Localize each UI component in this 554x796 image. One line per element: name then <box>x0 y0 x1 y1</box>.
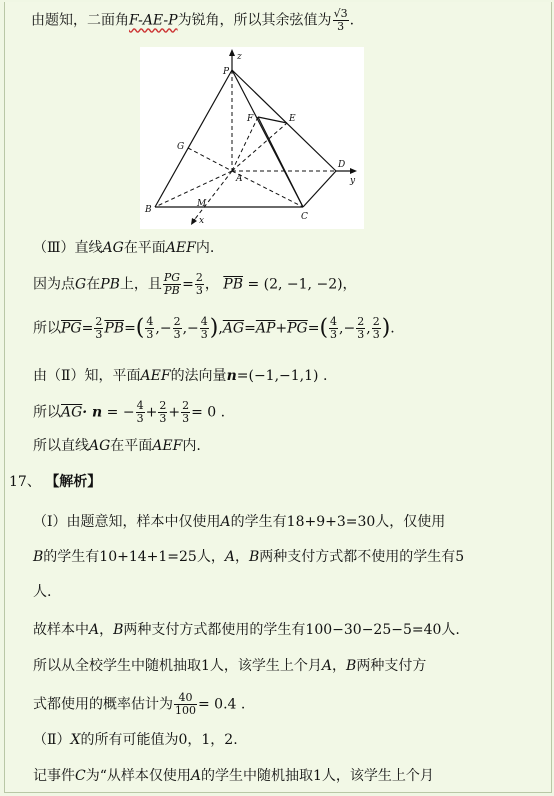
z-axis-arrow <box>229 49 235 56</box>
cosine-conclusion-line: 由题知，二面角F-AE-P为锐角，所以其余弦值为 $\frac{√3}{3}$ . <box>31 7 355 33</box>
part3-statement: （Ⅲ）直线AG在平面AEF内. <box>33 240 215 256</box>
conclusion-line: 所以直线AG在平面AEF内. <box>33 438 201 454</box>
pyramid-diagram <box>140 47 364 229</box>
q17-part2-line: （Ⅱ）X的所有可能值为0，1，2. <box>33 732 238 748</box>
x-axis-arrow <box>191 218 197 225</box>
label-C: C <box>301 212 308 222</box>
q17-line-3: 人. <box>33 584 52 600</box>
q17-line-2: B的学生有10+14+1=25人，A，B两种支付方式都不使用的学生有5 <box>33 549 465 565</box>
point-g-condition: 因为点G在PB上，且 $\frac{PG}{PB}$ = $\frac{2}{3}$ ， $\overline{PB} = (2$, −1, −2)， <box>33 271 357 297</box>
fraction: $\frac{2}{3}$ <box>195 271 203 297</box>
question-17-heading: 17、 【解析】 <box>9 474 102 490</box>
q17-line-6: 式都使用的概率估计为 $\frac{40}{100}$ = 0.4 . <box>33 691 246 717</box>
label-M: M <box>197 199 207 209</box>
vector-pg-ag-line: 所以$\overline{PG}=$ $\frac{2}{3}$ $\overline{PB}=$( $\frac{4}{3}$ ,− $\frac{2}{3}$ ,− $\frac{4}{3}$ )$,\overline{AG}=\overline{AP}+\overline{PG}=$( $\frac{4}{3}$ ,− $\frac{2}{3}$ , $\frac{2}{3}$ ). <box>33 315 395 341</box>
q17-event-line: 记事件C为“从样本仅使用A的学生中随机抽取1人，该学生上个月 <box>33 768 434 784</box>
label-y: y <box>350 176 356 186</box>
y-axis-arrow <box>350 168 357 174</box>
label-D: D <box>338 160 346 170</box>
q17-line-1: （Ⅰ）由题意知，样本中仅使用A的学生有18+9+3=30人，仅使用 <box>33 514 446 530</box>
document-page <box>4 2 552 793</box>
text: 为锐角，所以其余弦值为 <box>177 12 332 29</box>
dot-product-line: 所以$\overline{AG}\cdot n$ = − $\frac{4}{3}$ + $\frac{2}{3}$ + $\frac{2}{3}$ = 0 . <box>33 399 226 425</box>
label-E: E <box>289 114 296 124</box>
q17-line-4: 故样本中A，B两种支付方式都使用的学生有100−30−25−5=40人. <box>33 622 460 638</box>
label-A: A <box>236 174 243 184</box>
dihedral-angle-name: F-AE-P <box>129 12 178 29</box>
q17-line-5: 所以从全校学生中随机抽取1人，该学生上个月A，B两种支付方 <box>33 658 427 674</box>
text: 由题知，二面角 <box>31 12 129 29</box>
label-P: P <box>223 67 230 77</box>
fraction: $\frac{PG}{PB}$ <box>163 271 181 297</box>
label-B: B <box>145 205 152 215</box>
pyramid-figure <box>140 47 364 229</box>
fraction: $\frac{√3}{3}$ <box>333 7 348 33</box>
label-F: F <box>247 114 254 124</box>
normal-vector-line: 由（Ⅱ）知，平面AEF的法向量n=(−1,−1,1) . <box>33 368 328 384</box>
label-z: z <box>237 52 242 62</box>
label-x: x <box>199 216 205 226</box>
label-G: G <box>177 142 185 152</box>
